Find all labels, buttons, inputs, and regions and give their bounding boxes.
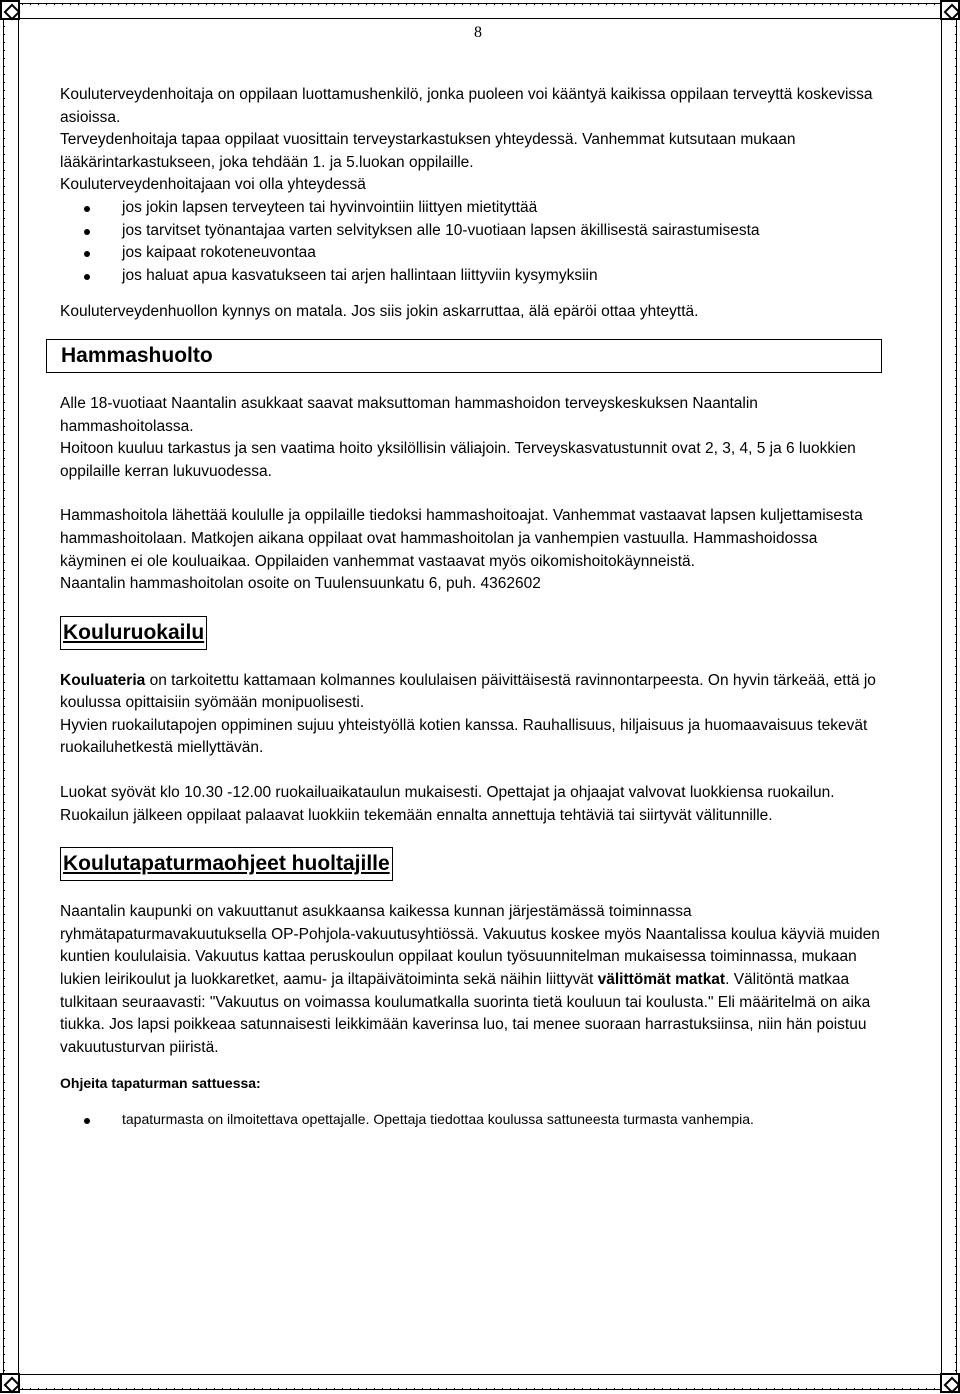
list-item: jos jokin lapsen terveyteen tai hyvinvointiin liittyen mietityttää <box>122 197 880 220</box>
meal-paragraph-3: Luokat syövät klo 10.30 -12.00 ruokailuaikataulun mukaisesti. Opettajat ja ohjaajat valvovat luokkiensa ruokailun. Ruokailun jälkeen oppilaat palaavat luokkiin tekemään ennalta annettuja tehtäviä tai siirtyvät välitunnille. <box>60 784 835 824</box>
corner-ornament-icon <box>940 0 960 20</box>
corner-ornament-icon <box>940 1373 960 1393</box>
border-left-ornament <box>4 22 5 1371</box>
dental-paragraph-4: Naantalin hammashoitolan osoite on Tuulensuunkatu 6, puh. 4362602 <box>60 575 541 593</box>
page-number: 8 <box>474 24 482 41</box>
corner-ornament-icon <box>0 0 20 20</box>
section-heading-tapaturma: Koulutapaturmaohjeet huoltajille <box>60 847 393 881</box>
corner-ornament-icon <box>0 1373 20 1393</box>
dental-paragraph-2: Hoitoon kuuluu tarkastus ja sen vaatima hoito yksilöllisin väliajoin. Terveyskasvatustunnit ovat 2, 3, 4, 5 ja 6 luokkien oppilaille kerran lukuvuodessa. <box>60 440 856 480</box>
intro-paragraph-4: Kouluterveydenhuollon kynnys on matala. Jos siis jokin askarruttaa, älä epäröi ottaa yhteyttä. <box>60 303 699 321</box>
accident-paragraph-1: Naantalin kaupunki on vakuuttanut asukkaansa kaikessa kunnan järjestämässä toiminnassa ryhmätapaturmavakuutuksella OP-Pohjola-vakuutusyhtiössä. Vakuutus koskee myös Naantalissa koulua käyviä muiden kuntien koululaisia. Vakuutus kattaa peruskoulun oppilaat koulun työsuunnitelman mukaisessa toiminnassa, mukaan lukien leirikoulut ja luokkaretket, aamu- ja iltapäivätoiminta sekä näihin liittyvät välittömät matkat. Välitöntä matkaa tulkitaan seuraavasti: "Vakuutus on voimassa koulumatkalla suorinta tietä kouluun tai koulusta." Eli määritelmä on aika tiukka. Jos lapsi poikkeaa satunnaisesti leikkimään kaverinsa luo, tai menee suoraan harrastuksiinsa, niin hän poistuu vakuutusturvan piiristä. <box>60 903 880 1056</box>
border-right-ornament <box>955 22 956 1371</box>
dental-paragraph-3: Hammashoitola lähettää koululle ja oppilaille tiedoksi hammashoitoajat. Vanhemmat vastaavat lapsen kuljettamisesta hammashoitolaan. Matkojen aikana oppilaat ovat hammashoitolan ja vanhempien vastuulla. Hammashoidossa käyminen ei ole kouluaikaa. Oppilaiden vanhemmat vastaavat myös oikomishoitokäynneistä. <box>60 507 863 570</box>
border-bottom-ornament <box>22 1388 938 1389</box>
section-heading-hammashuolto: Hammashuolto <box>46 339 882 373</box>
meal-paragraph-1: Kouluateria on tarkoitettu kattamaan kolmannes koululaisen päivittäisestä ravinnontarpeesta. On hyvin tärkeää, että jo koulussa opittaisiin syömään monipuolisesti. <box>60 671 876 712</box>
list-item: jos tarvitset työnantajaa varten selvityksen alle 10-vuotiaan lapsen äkillisestä sairastumisesta <box>122 220 880 243</box>
intro-paragraph-2: Terveydenhoitaja tapaa oppilaat vuosittain terveystarkastuksen yhteydessä. Vanhemmat kutsutaan mukaan lääkärintarkastukseen, joka tehdään 1. ja 5.luokan oppilaille. <box>60 131 796 171</box>
list-item: jos kaipaat rokoteneuvontaa <box>122 242 880 265</box>
accident-instructions-list <box>60 1109 880 1129</box>
contact-reasons-list <box>60 197 880 287</box>
accident-subheading: Ohjeita tapaturman sattuessa: <box>60 1075 261 1092</box>
intro-paragraph-3: Kouluterveydenhoitajaan voi olla yhteydessä <box>60 176 366 194</box>
border-top-ornament <box>22 4 938 5</box>
document-body <box>60 84 880 1129</box>
list-item: jos haluat apua kasvatukseen tai arjen hallintaan liittyviin kysymyksiin <box>122 265 880 288</box>
dental-paragraph-1: Alle 18-vuotiaat Naantalin asukkaat saavat maksuttoman hammashoidon terveyskeskuksen Naantalin hammashoitolassa. <box>60 394 758 435</box>
meal-paragraph-2: Hyvien ruokailutapojen oppiminen sujuu yhteistyöllä kotien kanssa. Rauhallisuus, hiljaisuus ja huomaavaisuus tekevät ruokailuhetkestä miellyttävän. <box>60 716 868 757</box>
section-heading-kouluruokailu: Kouluruokailu <box>60 616 207 650</box>
intro-paragraph-1: Kouluterveydenhoitaja on oppilaan luottamushenkilö, jonka puoleen voi kääntyä kaikissa oppilaan terveyttä koskevissa asioissa. <box>60 86 873 126</box>
list-item: tapaturmasta on ilmoitettava opettajalle. Opettaja tiedottaa koulussa sattuneesta turmasta vanhempia. <box>122 1109 880 1129</box>
